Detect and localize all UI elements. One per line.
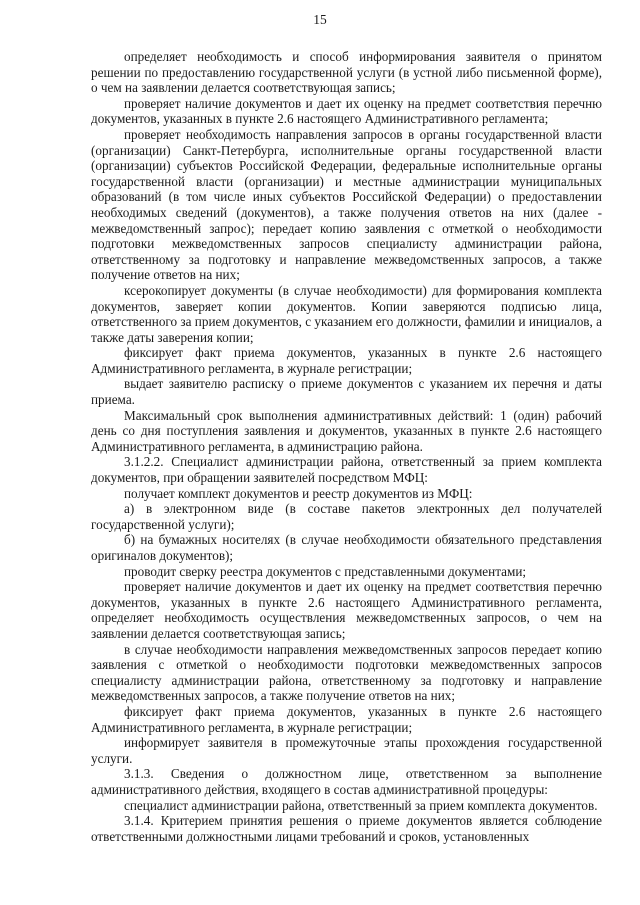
paragraph: проводит сверку реестра документов с представленными документами; xyxy=(124,563,527,579)
paragraph: б) на бумажных носителях (в случае необходимости обязательного представления оригиналов документов); xyxy=(91,532,602,563)
paragraph: получает комплект документов и реестр документов из МФЦ: xyxy=(124,485,473,501)
page-number: 15 xyxy=(313,12,327,27)
paragraph: Максимальный срок выполнения административных действий: 1 (один) рабочий день со дня поступления заявления и документов, указанных в пункте 2.6 настоящего Административного регламента, в администрацию района. xyxy=(91,407,602,454)
paragraph: 3.1.3. Сведения о должностном лице, ответственном за выполнение административного действия, входящего в состав административной процедуры: xyxy=(91,766,602,797)
paragraph: 3.1.2.2. Специалист администрации района, ответственный за прием комплекта документов, при обращении заявителей посредством МФЦ: xyxy=(91,454,602,486)
paragraph: определяет необходимость и способ информирования заявителя о принятом решении по предоставлению государственной услуги (в устной либо письменной форме), о чем на заявлении делается соответствующая запись; xyxy=(91,49,602,96)
paragraph: 3.1.4. Критерием принятия решения о приеме документов является соблюдение ответственными должностными лицами требований и сроков, установленных xyxy=(91,813,602,844)
paragraph: проверяет необходимость направления запросов в органы государственной власти (организации) Санкт-Петербурга, исполнительные органы государственной власти (организации) субъектов Российской Федерации, федеральные исполнительные органы государственной власти (организации) и местные администрации муниципальных образований (в том числе иных субъектов Российской Федерации) о предоставлении необходимых сведений (документов), а также получения ответов на них (далее - межведомственный запрос); передает копию заявления с отметкой о необходимости подготовки межведомственных запросов специалисту администрации района, ответственному за подготовку и направление межведомственных запросов, а также получение ответов на них; xyxy=(91,126,602,283)
paragraph: а) в электронном виде (в составе пакетов электронных дел получателей государственной услуги); xyxy=(91,501,602,532)
paragraph: ксерокопирует документы (в случае необходимости) для формирования комплекта документов, заверяет копии документов. Копии заверяются подписью лица, ответственного за прием документов, с указанием его должности, фамилии и инициалов, а также даты заверения копии; xyxy=(91,282,602,345)
paragraph: выдает заявителю расписку о приеме документов с указанием их перечня и даты приема. xyxy=(91,376,602,408)
paragraph: фиксирует факт приема документов, указанных в пункте 2.6 настоящего Административного регламента, в журнале регистрации; xyxy=(91,345,602,376)
paragraph: проверяет наличие документов и дает их оценку на предмет соответствия перечню документов, указанных в пункте 2.6 настоящего Административного регламента, определяет необходимость осуществления межведомственных запросов, о чем на заявлении делается соответствующая запись; xyxy=(91,579,602,641)
paragraph: фиксирует факт приема документов, указанных в пункте 2.6 настоящего Административного регламента, в журнале регистрации; xyxy=(91,703,602,735)
paragraph: информирует заявителя в промежуточные этапы прохождения государственной услуги. xyxy=(91,735,602,766)
paragraph: специалист администрации района, ответственный за прием комплекта документов. xyxy=(124,797,598,813)
paragraph: проверяет наличие документов и дает их оценку на предмет соответствия перечню документов, указанных в пункте 2.6 настоящего Административного регламента; xyxy=(91,95,602,127)
document-body xyxy=(91,49,602,844)
paragraph: в случае необходимости направления межведомственных запросов передает копию заявления с отметкой о необходимости подготовки межведомственных запросов специалисту администрации района, ответственному за подготовку и направление межведомственных запросов, а также получение ответов на них; xyxy=(91,641,602,704)
